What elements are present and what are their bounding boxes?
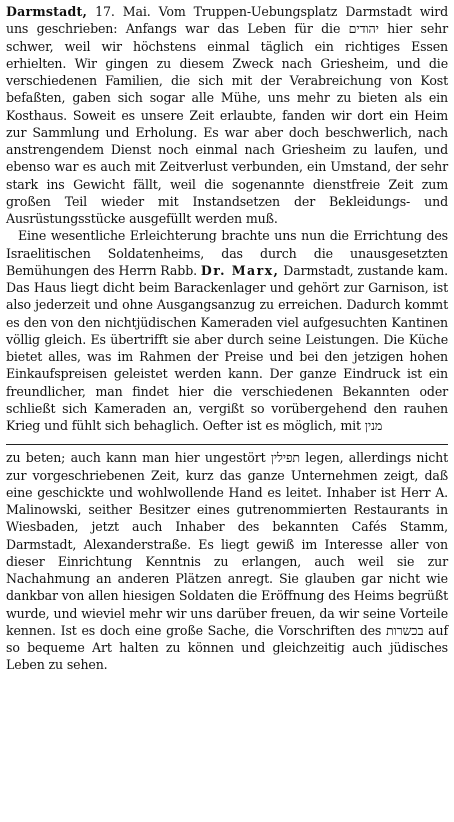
rabbi-name: Dr. Marx, bbox=[200, 262, 280, 278]
article-column-top bbox=[6, 3, 448, 434]
paragraph-1-text: Vom Truppen-Uebungsplatz Darmstadt wird uns geschrieben: Anfangs war das Leben für die יהודים hier sehr schwer, weil wir höchstens einmal täglich ein richtiges Essen erhielten. Wir gingen zu diesem Zweck nach Griesheim, und die verschiedenen Familien, die sich mit der Verabreichung von Kost befaßten, gaben sich sogar alle Mühe, uns mehr zu bieten als ein Kosthaus. Soweit es unsere Zeit erlaubte, fanden wir dort ein Heim zur Sammlung und Erholung. Es war aber doch beschwerlich, nach anstrengendem Dienst noch einmal nach Griesheim zu laufen, und ebenso war es auch mit Zeitverlust verbunden, ein Umstand, der sehr stark ins Gewicht fällt, weil die sogenannte dienstfreie Zeit zum großen Teil wieder mit Instandsetzen der Bekleidungs- und Ausrüstungsstücke ausgefüllt werden muß. bbox=[6, 4, 448, 226]
paragraph-2-text-a: Eine wesentliche Erleichterung brachte uns nun die Errichtung des Israelitischen Soldatenheims, das durch die unausgesetzten Bemühungen des Herrn Rabb. bbox=[6, 228, 448, 278]
paragraph-1 bbox=[6, 3, 448, 227]
dateline-place: Darmstadt, bbox=[6, 4, 88, 19]
paragraph-2-text-b: Darmstadt, zustande kam. Das Haus liegt dicht beim Barackenlager und gehört zur Garnison, ist also jederzeit und ohne Ausgangsanzug zu erreichen. Dadurch kommt es den von den nichtjüdischen Kameraden viel aufgesuchten Kantinen völlig gleich. Es übertrifft sie aber durch seine Leistungen. Die Küche bietet alles, was im Rahmen der Preise und bei den jetzigen hohen Einkaufspreisen geleistet werden kann. Der ganze Eindruck ist ein freundlicher, man findet hier die verschiedenen Bekannten oder schließt sich Kameraden an, vergißt so vorübergehend den rauhen Krieg und fühlt sich behaglich. Oefter ist es möglich, mit מנין bbox=[6, 262, 448, 433]
paragraph-2-text-c: zu beten; auch kann man hier ungestört תפילין legen, allerdings nicht zur vorgeschriebenen Zeit, kurz das ganze Unternehmen zeigt, daß eine geschickte und wohlwollende Hand es leitet. Inhaber ist Herr A. Malinowski, seither Besitzer eines gutrenommierten Restaurants in Wiesbaden, jetzt auch Inhaber des bekannten Cafés Stamm, Darmstadt, Alexanderstraße. Es liegt gewiß im Interesse aller von dieser Einrichtung Kenntnis zu erlangen, auch weil sie zur Nachahmung an anderen Plätzen anregt. Sie glauben gar nicht wie dankbar von allen hiesigen Soldaten die Eröffnung des Heims begrüßt wurde, und wieviel mehr wir uns darüber freuen, da wir seine Vorteile kennen. Ist es doch eine große Sache, die Vorschriften des בכשרות auf so bequeme Art halten zu können und gleichzeitig auch jüdisches Leben zu sehen. bbox=[6, 450, 448, 673]
article-column-bottom bbox=[6, 449, 448, 673]
column-divider bbox=[6, 444, 448, 445]
paragraph-2-continued bbox=[6, 449, 448, 673]
dateline-date: 17. Mai. bbox=[95, 4, 151, 19]
paragraph-2 bbox=[6, 227, 448, 434]
